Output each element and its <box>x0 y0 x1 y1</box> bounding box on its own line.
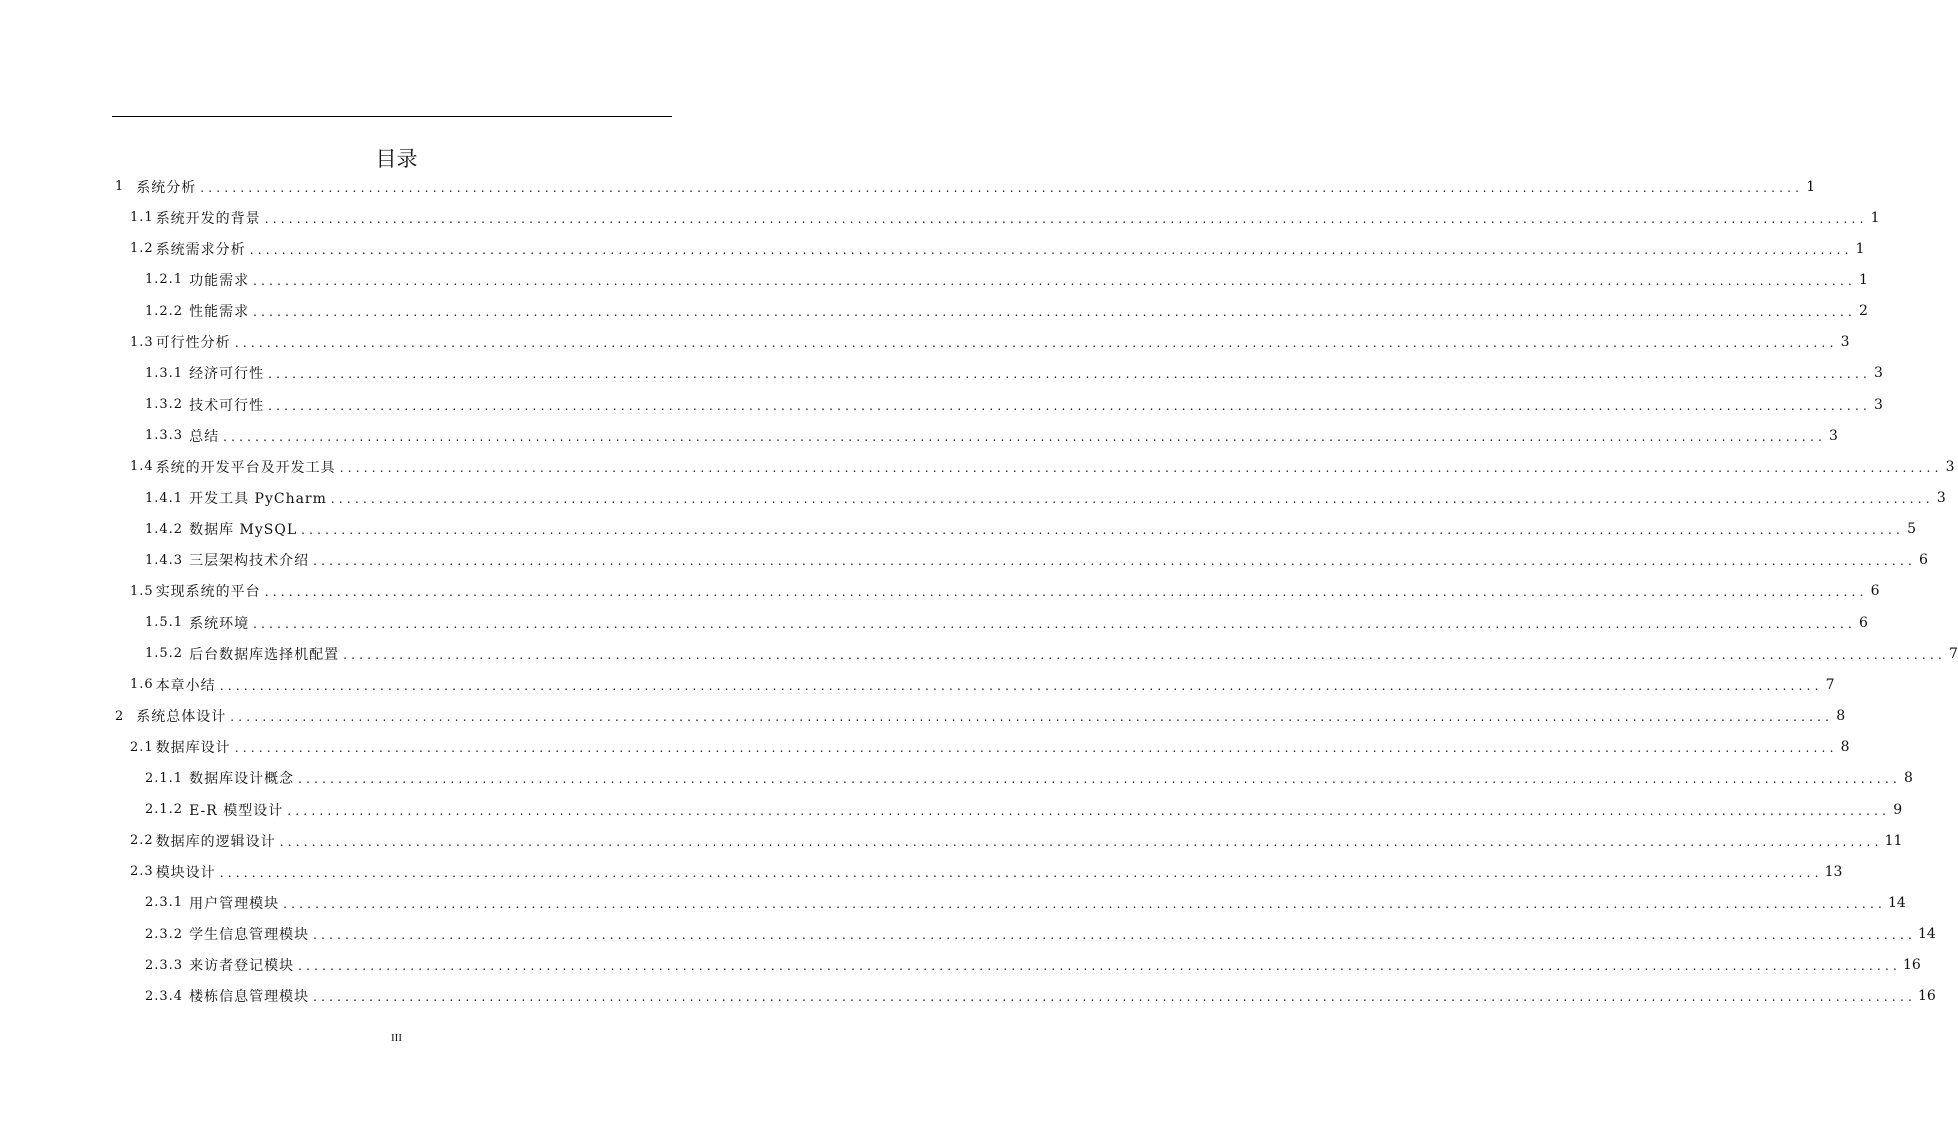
toc-entry[interactable] <box>145 607 1868 638</box>
toc-entry-number: 2.3.2 <box>145 926 184 942</box>
toc-entry-number: 1.4.2 <box>145 521 184 537</box>
toc-entry-title: 可行性分析 <box>155 335 231 352</box>
toc-entry-number: 1.5.2 <box>145 646 184 662</box>
toc-entry-title: E-R 模型设计 <box>189 802 284 819</box>
toc-entry-title: 功能需求 <box>189 272 250 289</box>
toc-entry[interactable] <box>130 732 1850 763</box>
dot-leader: ........................................................................................................................................................................................................ <box>298 772 1901 787</box>
toc-entry-number: 2.1 <box>130 739 154 755</box>
dot-leader: ........................................................................................................................................................................................................ <box>264 211 1868 226</box>
dot-leader: ........................................................................................................................................................................................................ <box>253 273 1856 288</box>
dot-leader: ........................................................................................................................................................................................................ <box>343 647 1946 662</box>
dot-leader: ........................................................................................................................................................................................................ <box>339 460 1943 475</box>
toc-entry-page: 1 <box>1870 209 1880 226</box>
toc-entry-title: 数据库的逻辑设计 <box>155 833 276 850</box>
toc-entry-title: 总结 <box>189 428 220 445</box>
page-number-footer: III <box>391 1032 402 1044</box>
toc-entry[interactable] <box>115 701 1846 732</box>
dot-leader: ........................................................................................................................................................................................................ <box>330 492 1934 506</box>
toc-entry-title: 系统需求分析 <box>155 241 246 258</box>
toc-entry-number: 1.2.1 <box>145 272 184 288</box>
toc-entry-page: 11 <box>1884 832 1903 849</box>
toc-entry[interactable] <box>145 545 1928 576</box>
toc-entry-page: 5 <box>1907 521 1917 538</box>
dot-leader: ........................................................................................................................................................................................................ <box>301 523 1905 538</box>
toc-entry-page: 14 <box>1887 894 1906 911</box>
toc-entry-number: 2.1.2 <box>145 802 184 817</box>
dot-leader: ........................................................................................................................................................................................................ <box>234 741 1838 756</box>
toc-entry-number: 1.4 <box>130 459 154 475</box>
toc-entry-title: 来访者登记模块 <box>189 958 295 975</box>
toc-entry-number: 1.3 <box>130 334 154 350</box>
toc-entry-title: 模块设计 <box>155 864 216 881</box>
toc-entry-title: 技术可行性 <box>189 397 265 414</box>
toc-entry[interactable] <box>145 919 1936 950</box>
toc-entry-page: 1 <box>1806 178 1816 195</box>
toc-entry-title: 三层架构技术介绍 <box>189 553 310 570</box>
dot-leader: ........................................................................................................................................................................................................ <box>268 398 1871 413</box>
toc-entry-page: 3 <box>1945 458 1955 475</box>
toc-entry-number: 1 <box>115 179 125 194</box>
toc-entry-title: 实现系统的平台 <box>155 584 261 601</box>
toc-entry-number: 2.3.1 <box>145 895 184 911</box>
dot-leader: ........................................................................................................................................................................................................ <box>298 959 1901 974</box>
toc-entry-page: 3 <box>1874 365 1883 382</box>
toc-entry-page: 2 <box>1859 303 1868 320</box>
dot-leader: ........................................................................................................................................................................................................ <box>249 242 1853 257</box>
toc-entry-title: 数据库设计 <box>155 740 231 757</box>
dot-leader: ........................................................................................................................................................................................................ <box>219 865 1823 880</box>
toc-entry[interactable] <box>145 296 1868 327</box>
toc-entry-page: 1 <box>1855 240 1865 257</box>
toc-entry[interactable] <box>130 233 1865 264</box>
toc-entry-title: 性能需求 <box>189 304 250 321</box>
toc-entry[interactable] <box>145 420 1838 451</box>
dot-leader: ........................................................................................................................................................................................................ <box>219 678 1823 693</box>
toc-entry-number: 2.3.4 <box>145 988 184 1004</box>
toc-entry-title: 开发工具 PyCharm <box>189 491 327 507</box>
dot-leader: ........................................................................................................................................................................................................ <box>230 710 1834 725</box>
toc-entry-title: 本章小结 <box>155 677 216 694</box>
toc-entry-page: 14 <box>1917 926 1936 943</box>
toc-entry[interactable] <box>145 389 1883 420</box>
toc-entry[interactable] <box>130 856 1843 887</box>
toc-entry-page: 3 <box>1829 427 1838 444</box>
dot-leader: ........................................................................................................................................................................................................ <box>253 305 1856 320</box>
toc-entry-page: 6 <box>1919 552 1928 569</box>
toc-entry[interactable] <box>130 825 1903 856</box>
dot-leader: ........................................................................................................................................................................................................ <box>200 180 1804 195</box>
toc-entry[interactable] <box>145 358 1883 389</box>
toc-entry-page: 1 <box>1859 271 1868 288</box>
toc-entry-title: 系统开发的背景 <box>155 210 261 227</box>
toc-entry-title: 数据库设计概念 <box>189 771 295 788</box>
dot-leader: ........................................................................................................................................................................................................ <box>283 896 1886 911</box>
toc-entry-page: 7 <box>1825 676 1835 693</box>
toc-entry-number: 1.2.2 <box>145 303 184 319</box>
dot-leader: ........................................................................................................................................................................................................ <box>287 803 1891 818</box>
dot-leader: ........................................................................................................................................................................................................ <box>234 336 1838 351</box>
toc-entry-number: 2.2 <box>130 833 154 849</box>
dot-leader: ........................................................................................................................................................................................................ <box>223 429 1826 444</box>
toc-entry-title: 用户管理模块 <box>189 895 280 912</box>
toc-entry-page: 3 <box>1840 334 1850 351</box>
toc-entry-number: 1.4.3 <box>145 552 184 568</box>
toc-entry-title: 系统环境 <box>189 615 250 632</box>
toc-entry-page: 8 <box>1836 708 1846 725</box>
dot-leader: ........................................................................................................................................................................................................ <box>313 928 1916 943</box>
toc-entry-title: 经济可行性 <box>189 366 265 383</box>
toc-entry[interactable] <box>145 483 1946 514</box>
toc-entry-page: 9 <box>1893 801 1903 818</box>
toc-entry[interactable] <box>130 202 1880 233</box>
dot-leader: ........................................................................................................................................................................................................ <box>268 367 1871 382</box>
toc-entry[interactable] <box>130 669 1835 700</box>
header-rule <box>112 116 672 117</box>
toc-entry-number: 2.3.3 <box>145 957 184 973</box>
toc-entry-page: 8 <box>1840 739 1850 756</box>
toc-entry-number: 1.1 <box>130 210 154 226</box>
dot-leader: ........................................................................................................................................................................................................ <box>279 834 1883 849</box>
toc-entry-title: 学生信息管理模块 <box>189 927 310 944</box>
toc-title: 目录 <box>375 147 418 171</box>
toc-entry-number: 1.4.1 <box>145 490 184 506</box>
toc-entry[interactable] <box>130 327 1850 358</box>
toc-entry[interactable] <box>145 638 1958 669</box>
dot-leader: ........................................................................................................................................................................................................ <box>264 585 1868 600</box>
toc-entry-page: 8 <box>1904 770 1913 787</box>
toc-entry-page: 3 <box>1936 490 1946 506</box>
dot-leader: ........................................................................................................................................................................................................ <box>313 554 1916 569</box>
toc-entry-title: 系统分析 <box>136 179 197 196</box>
toc-entry-number: 1.5.1 <box>145 615 184 631</box>
toc-entry[interactable] <box>145 763 1913 794</box>
toc-entry[interactable] <box>130 576 1880 607</box>
toc-entry-title: 数据库 MySQL <box>189 522 298 539</box>
toc-entry[interactable] <box>130 451 1955 482</box>
toc-entry-number: 2.3 <box>130 864 154 880</box>
toc-entry-title: 楼栋信息管理模块 <box>189 989 310 1006</box>
toc-entry[interactable] <box>145 887 1906 918</box>
toc-entry-number: 1.3.3 <box>145 428 184 444</box>
toc-entry-page: 13 <box>1824 863 1843 880</box>
toc-entry[interactable] <box>145 794 1903 825</box>
toc-entry-page: 7 <box>1949 645 1958 662</box>
toc-entry[interactable] <box>145 264 1868 295</box>
toc-entry-page: 16 <box>1902 957 1921 974</box>
toc-entry-title: 系统总体设计 <box>136 709 227 726</box>
toc-entry-page: 16 <box>1917 988 1936 1005</box>
toc-entry-number: 1.6 <box>130 677 154 693</box>
toc-entry-number: 1.5 <box>130 583 154 599</box>
toc-entry-number: 2 <box>115 708 125 724</box>
toc-entry-page: 3 <box>1874 396 1883 413</box>
dot-leader: ........................................................................................................................................................................................................ <box>253 616 1856 631</box>
toc-entry[interactable] <box>115 171 1816 202</box>
toc-entry-title: 系统的开发平台及开发工具 <box>155 459 336 476</box>
toc-entry-page: 6 <box>1859 614 1868 631</box>
toc-entry-title: 后台数据库选择机配置 <box>189 646 340 663</box>
toc-entry-number: 2.1.1 <box>145 770 184 786</box>
toc-entry-number: 1.3.2 <box>145 397 184 413</box>
dot-leader: ........................................................................................................................................................................................................ <box>313 990 1916 1005</box>
toc-entry-number: 1.2 <box>130 241 154 257</box>
toc-entry[interactable] <box>145 514 1917 545</box>
toc-entry[interactable] <box>145 950 1921 981</box>
toc-entry-number: 1.3.1 <box>145 365 184 381</box>
toc-entry-page: 6 <box>1870 583 1880 600</box>
toc-entry[interactable] <box>145 981 1936 1012</box>
